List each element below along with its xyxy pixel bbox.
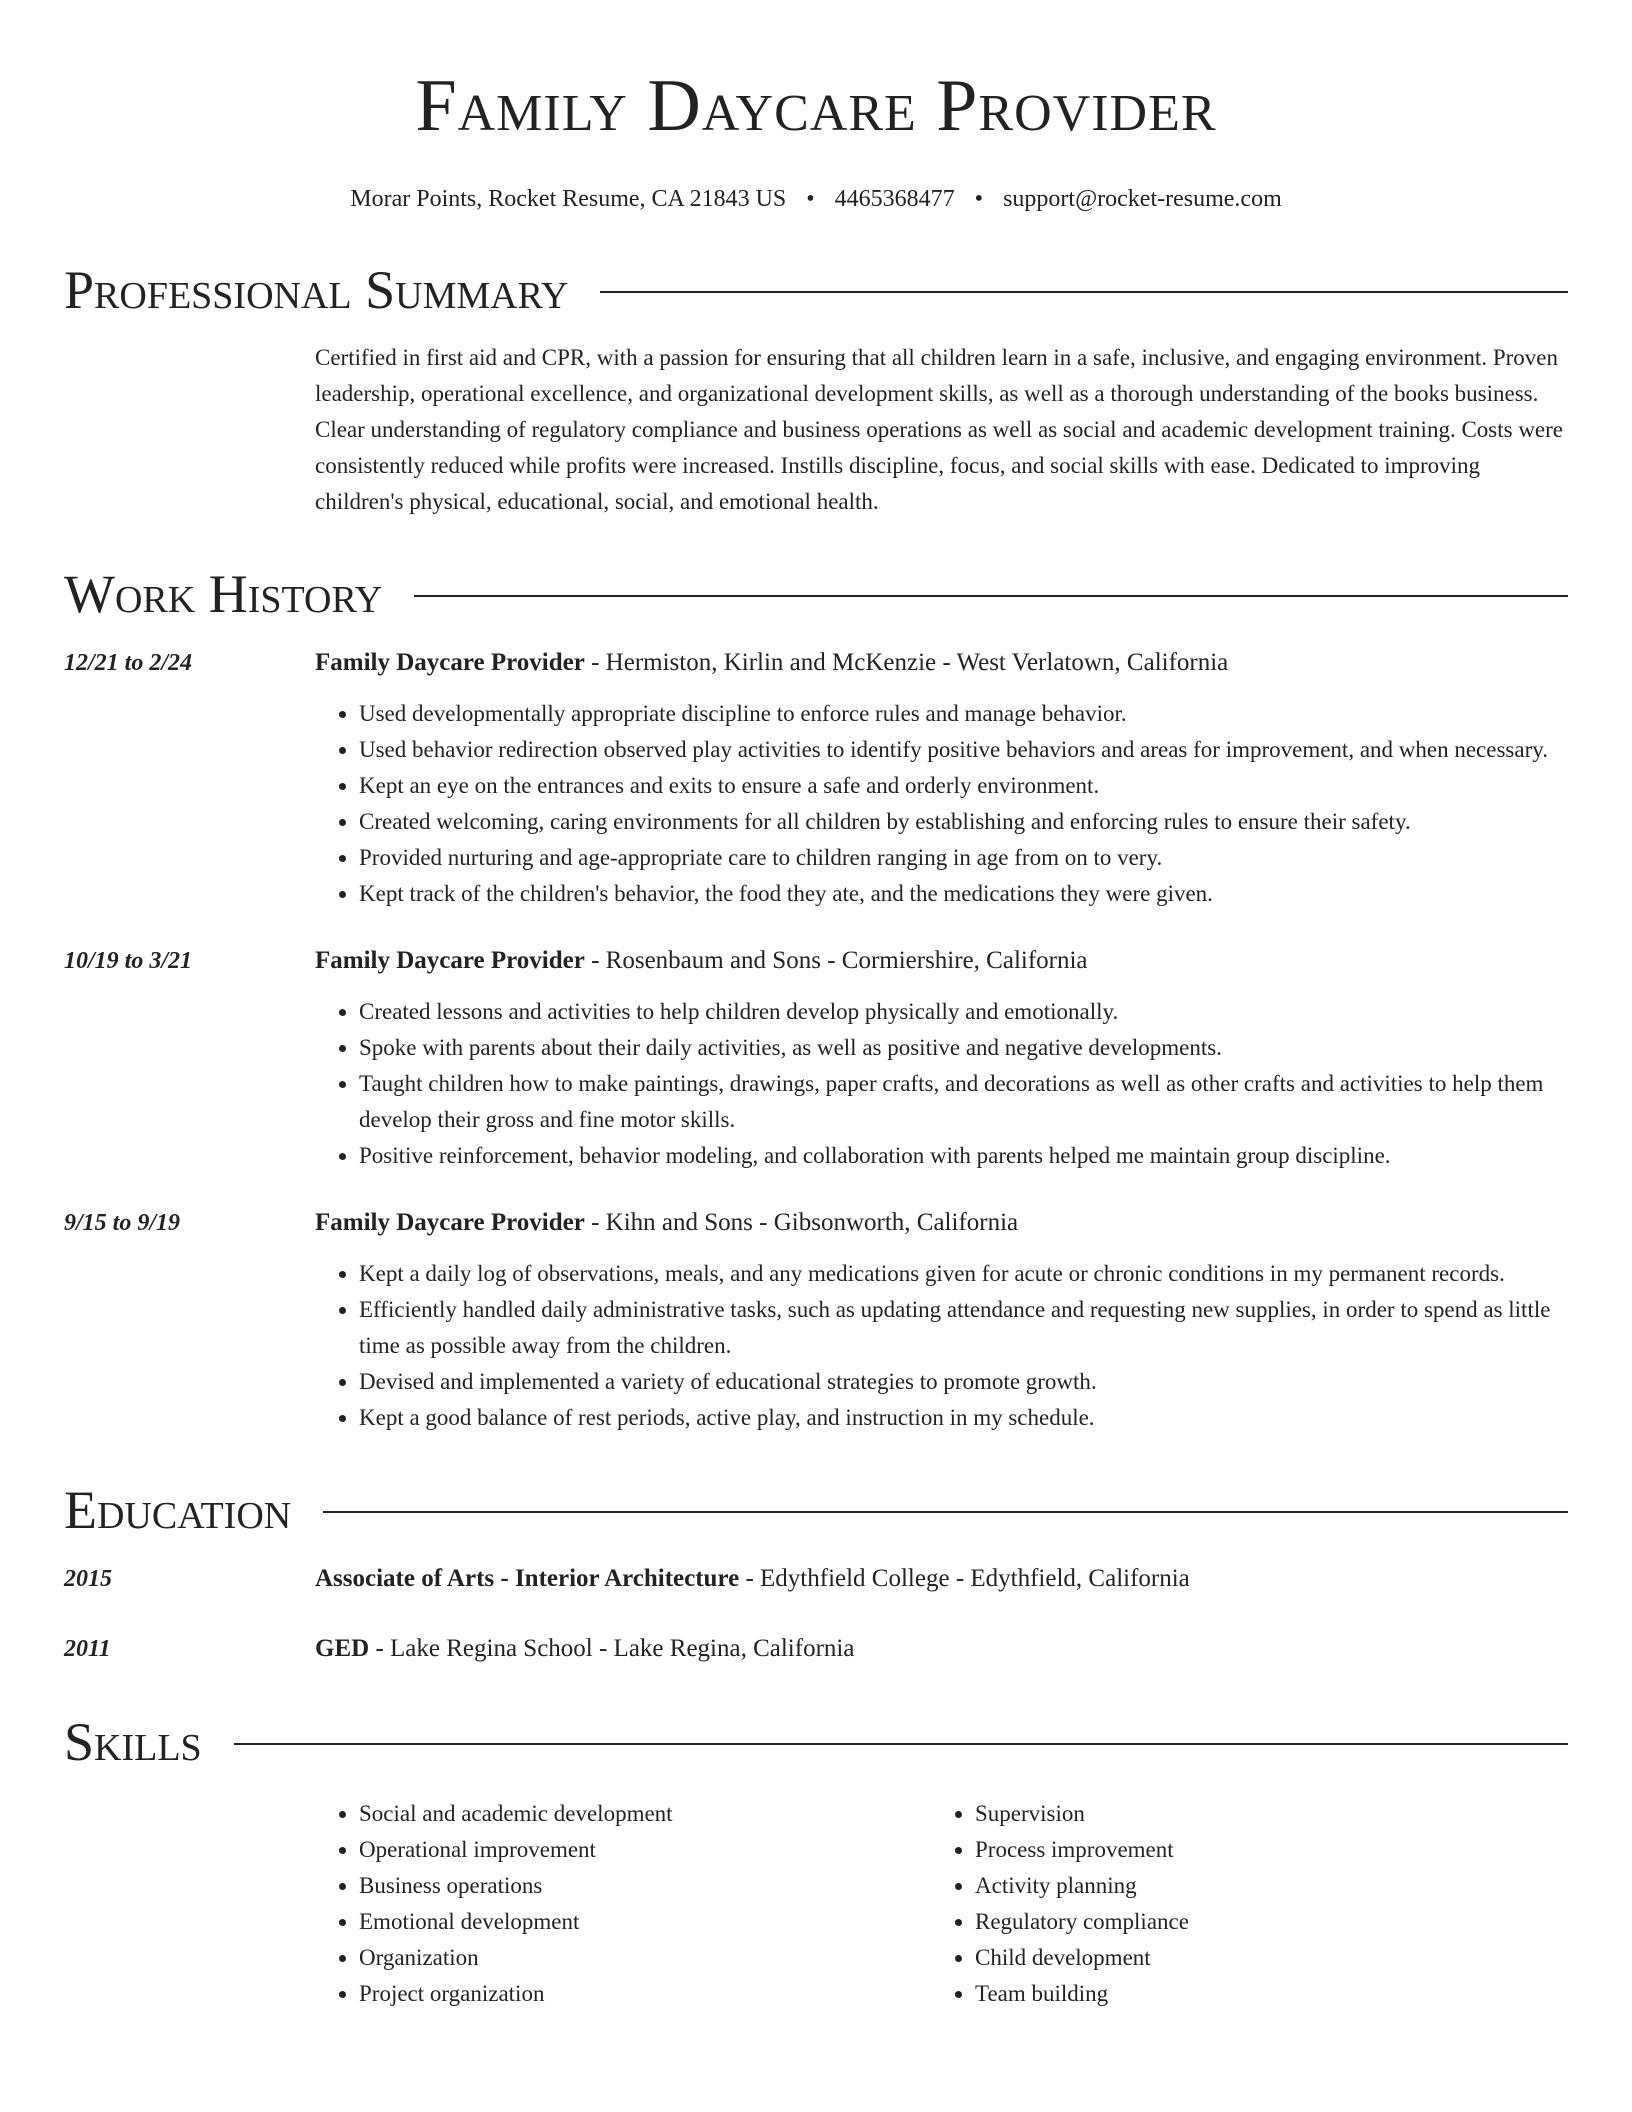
job-bullets	[315, 994, 1568, 1174]
skills-list	[315, 1796, 1568, 2012]
job-body	[315, 644, 1568, 912]
education-body	[315, 1560, 1568, 1598]
job-title-line	[315, 942, 1568, 980]
contact-line	[64, 182, 1568, 216]
job-bullet: • Used developmentally appropriate discipline to enforce rules and manage behavior.	[359, 696, 1568, 732]
job-bullet: • Used behavior redirection observed play activities to identify positive behaviors and areas for improvement, and when necessary.	[359, 732, 1568, 768]
job-employer-location: - Kihn and Sons - Gibsonworth, California	[584, 1209, 1019, 1236]
skill-item: • Business operations	[359, 1868, 931, 1904]
skill-item: • Regulatory compliance	[975, 1904, 1547, 1940]
summary-heading: Professional Summary	[64, 260, 569, 320]
contact-separator: •	[806, 186, 815, 212]
section-divider	[414, 595, 1568, 597]
section-divider	[323, 1511, 1568, 1513]
skill-item: • Team building	[975, 1976, 1547, 2012]
job-employer-location: - Hermiston, Kirlin and McKenzie - West Verlatown, California	[584, 649, 1229, 676]
job-bullet: • Taught children how to make paintings, drawings, paper crafts, and decorations as well as other crafts and activities to help them develop their gross and fine motor skills.	[359, 1066, 1568, 1138]
job-bullet: • Kept a daily log of observations, meals, and any medications given for acute or chronic conditions in my permanent records.	[359, 1256, 1568, 1292]
education-title-line	[315, 1630, 1568, 1668]
job-bullet: • Created lessons and activities to help children develop physically and emotionally.	[359, 994, 1568, 1030]
job-bullets	[315, 696, 1568, 912]
contact-email: support@rocket-resume.com	[1003, 186, 1282, 212]
section-divider	[600, 291, 1568, 293]
skill-item: • Project organization	[359, 1976, 931, 2012]
education-title-line	[315, 1560, 1568, 1598]
job-title: Family Daycare Provider	[315, 947, 585, 974]
education-entry	[64, 1630, 1568, 1668]
job-employer-location: - Rosenbaum and Sons - Cormiershire, California	[584, 947, 1088, 974]
job-bullet: • Kept track of the children's behavior, the food they ate, and the medications they were given.	[359, 876, 1568, 912]
education-year: 2011	[64, 1636, 111, 1662]
education-school-location: - Edythfield College - Edythfield, California	[739, 1565, 1190, 1592]
job-bullet: • Provided nurturing and age-appropriate care to children ranging in age from on to very.	[359, 840, 1568, 876]
skills-column-left	[315, 1796, 931, 2012]
education-school-location: - Lake Regina School - Lake Regina, California	[369, 1635, 855, 1662]
education-heading: Education	[64, 1480, 292, 1540]
skill-item: • Process improvement	[975, 1832, 1547, 1868]
job-bullet: • Positive reinforcement, behavior modeling, and collaboration with parents helped me maintain group discipline.	[359, 1138, 1568, 1174]
skill-item: • Activity planning	[975, 1868, 1547, 1904]
contact-separator: •	[974, 186, 984, 212]
summary-text: Certified in first aid and CPR, with a passion for ensuring that all children learn in a safe, inclusive, and engaging environment. Proven leadership, operational excellence, and organizational development skills, as well as a thorough understanding of the books business. Clear understanding of regulatory compliance and business operations as well as social and academic development training. Costs were consistently reduced while profits were increased. Instills discipline, focus, and social skills with ease. Dedicated to improving children's physical, educational, social, and emotional health.	[315, 345, 1564, 514]
skill-item: • Emotional development	[359, 1904, 931, 1940]
section-divider	[234, 1743, 1568, 1745]
job-bullet: • Efficiently handled daily administrative tasks, such as updating attendance and requesting new supplies, in order to spend as little time as possible away from the children.	[359, 1292, 1568, 1364]
job-body	[315, 1204, 1568, 1436]
job-title-line	[315, 1204, 1568, 1242]
job-title: Family Daycare Provider	[315, 649, 585, 676]
summary-section-header	[64, 260, 1568, 320]
job-bullet: • Kept a good balance of rest periods, active play, and instruction in my schedule.	[359, 1400, 1568, 1436]
job-bullet: • Created welcoming, caring environments for all children by establishing and enforcing rules to ensure their safety.	[359, 804, 1568, 840]
job-dates: 12/21 to 2/24	[64, 650, 193, 676]
skill-item: • Child development	[975, 1940, 1547, 1976]
job-entry	[64, 942, 1568, 1174]
job-body	[315, 942, 1568, 1174]
job-title: Family Daycare Provider	[315, 1209, 585, 1236]
skills-section-header	[64, 1712, 1568, 1772]
job-entry	[64, 644, 1568, 912]
job-bullets	[315, 1256, 1568, 1436]
education-degree: Associate of Arts - Interior Architecture	[315, 1565, 740, 1592]
job-dates: 9/15 to 9/19	[64, 1210, 181, 1236]
education-degree: GED	[315, 1635, 370, 1662]
work-heading: Work History	[64, 564, 383, 624]
job-bullet: • Kept an eye on the entrances and exits to ensure a safe and orderly environment.	[359, 768, 1568, 804]
contact-phone: 4465368477	[834, 186, 955, 212]
job-dates: 10/19 to 3/21	[64, 948, 193, 974]
skill-item: • Operational improvement	[359, 1832, 931, 1868]
skills-column-right	[931, 1796, 1547, 2012]
resume-name: Family Daycare Provider	[415, 65, 1217, 147]
skill-item: • Social and academic development	[359, 1796, 931, 1832]
education-year: 2015	[64, 1566, 112, 1592]
job-title-line	[315, 644, 1568, 682]
job-entry	[64, 1204, 1568, 1436]
skill-item: • Organization	[359, 1940, 931, 1976]
job-bullet: • Spoke with parents about their daily activities, as well as positive and negative developments.	[359, 1030, 1568, 1066]
work-section-header	[64, 564, 1568, 624]
education-section-header	[64, 1480, 1568, 1540]
education-body	[315, 1630, 1568, 1668]
education-entry	[64, 1560, 1568, 1598]
skill-item: • Supervision	[975, 1796, 1547, 1832]
contact-address: Morar Points, Rocket Resume, CA 21843 US	[350, 186, 787, 212]
job-bullet: • Devised and implemented a variety of educational strategies to promote growth.	[359, 1364, 1568, 1400]
skills-heading: Skills	[64, 1712, 202, 1772]
